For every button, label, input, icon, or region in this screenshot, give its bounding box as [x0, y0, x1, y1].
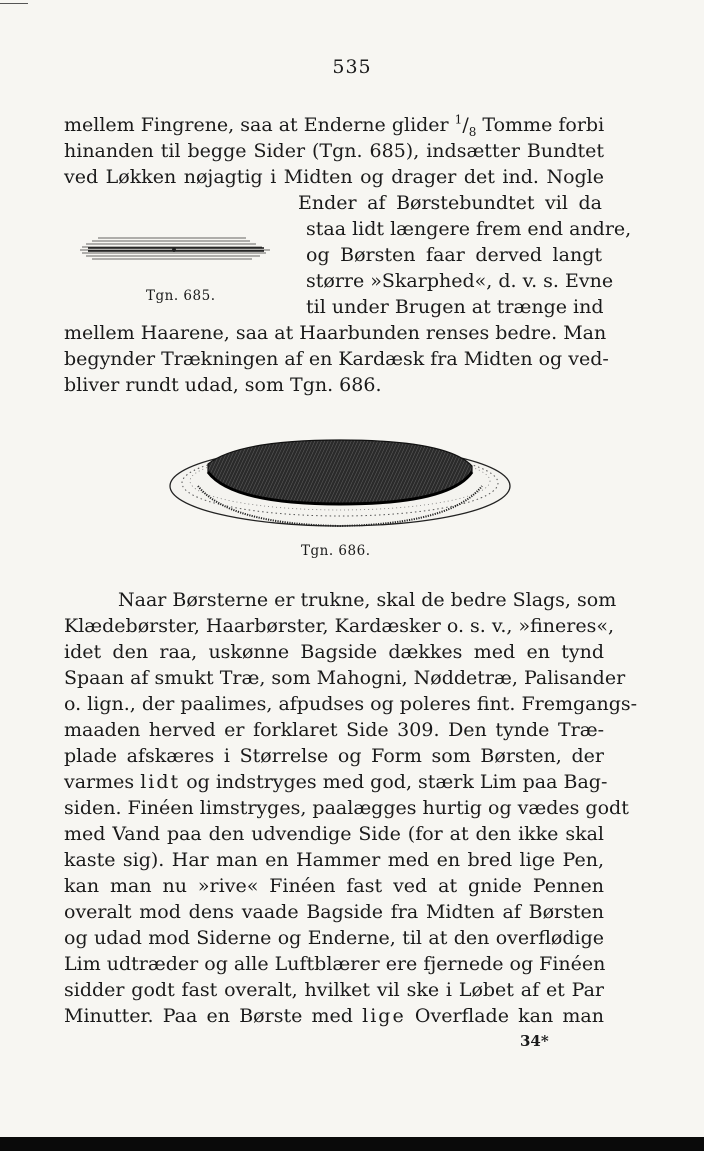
text-line: siden. Finéen limstryges, paalægges hurtig og vædes godt — [64, 797, 629, 819]
text-span: Overflade kan man — [405, 1005, 604, 1027]
text-line: med Vand paa den udvendige Side (for at den ikke skal — [64, 823, 604, 845]
text-line: mellem Haarene, saa at Haarbunden renses bedre. Man — [64, 322, 607, 344]
text-span: og indstryges med god, stærk Lim paa Bag- — [180, 771, 608, 793]
text-line: begynder Trækningen af en Kardæsk fra Midten og ved- — [64, 348, 609, 370]
text-span: varmes — [64, 771, 141, 793]
text-line: overalt mod dens vaade Bagside fra Midten af Børsten — [64, 901, 604, 923]
text-line: og udad mod Siderne og Enderne, til at den overflødige — [64, 927, 604, 949]
text-line: Naar Børsterne er trukne, skal de bedre Slags, som — [118, 589, 617, 611]
emphasis-text: lige — [362, 1005, 406, 1027]
text-line: Spaan af smukt Træ, som Mahogni, Nøddetræ, Palisander — [64, 667, 626, 689]
text-line: maaden herved er forklaret Side 309. Den tynde Træ- — [64, 719, 604, 741]
scan-edge-bar — [0, 1137, 704, 1151]
figure-caption-686: Tgn. 686. — [301, 543, 371, 559]
fraction-denominator: 8 — [468, 124, 477, 139]
text-line: mellem Fingrene, saa at Enderne glider $^1/_8$ Tomme forbi — [64, 112, 605, 139]
bristle-bundle-figure — [78, 226, 278, 270]
fraction-numerator: 1 — [454, 112, 463, 127]
text-line: til under Brugen at trænge ind — [306, 296, 604, 318]
top-rule — [0, 3, 28, 4]
text-line: Klædebørster, Haarbørster, Kardæsker o. s. v., »fineres«, — [64, 615, 615, 637]
text-line: sidder godt fast overalt, hvilket vil ske i Løbet af et Par — [64, 979, 604, 1001]
text-line: kan man nu »rive« Finéen fast ved at gnide Pennen — [64, 875, 604, 897]
text-span: Minutter. Paa en Børste med — [64, 1005, 363, 1027]
page-number: 535 — [332, 56, 372, 78]
text-line: idet den raa, uskønne Bagside dækkes med en tynd — [64, 641, 604, 663]
figure-caption-685: Tgn. 685. — [146, 288, 216, 304]
signature-mark: 34* — [520, 1032, 549, 1050]
text-line — [64, 1003, 604, 1029]
text-line: ved Løkken nøjagtig i Midten og drager det ind. Nogle — [64, 166, 604, 188]
text-line — [64, 769, 608, 795]
text-span: mellem Fingrene, saa at Enderne glider — [64, 114, 455, 136]
card-brush-figure — [168, 436, 514, 530]
emphasis-text: lidt — [140, 771, 181, 793]
text-line: Ender af Børstebundtet vil da — [298, 192, 602, 214]
text-line: kaste sig). Har man en Hammer med en bred lige Pen, — [64, 849, 604, 871]
text-line: Lim udtræder og alle Luftblærer ere fjernede og Finéen — [64, 953, 606, 975]
text-line: plade afskæres i Størrelse og Form som Børsten, der — [64, 745, 604, 767]
text-line: hinanden til begge Sider (Tgn. 685), indsætter Bundtet — [64, 140, 604, 162]
text-span: Tomme forbi — [476, 114, 605, 136]
text-line: o. lign., der paalimes, afpudses og poleres fint. Fremgangs- — [64, 693, 638, 715]
text-line: og Børsten faar derved langt — [306, 244, 602, 266]
text-line: bliver rundt udad, som Tgn. 686. — [64, 374, 382, 396]
text-line: staa lidt længere frem end andre, — [306, 218, 632, 240]
text-line: større »Skarphed«, d. v. s. Evne — [306, 270, 614, 292]
